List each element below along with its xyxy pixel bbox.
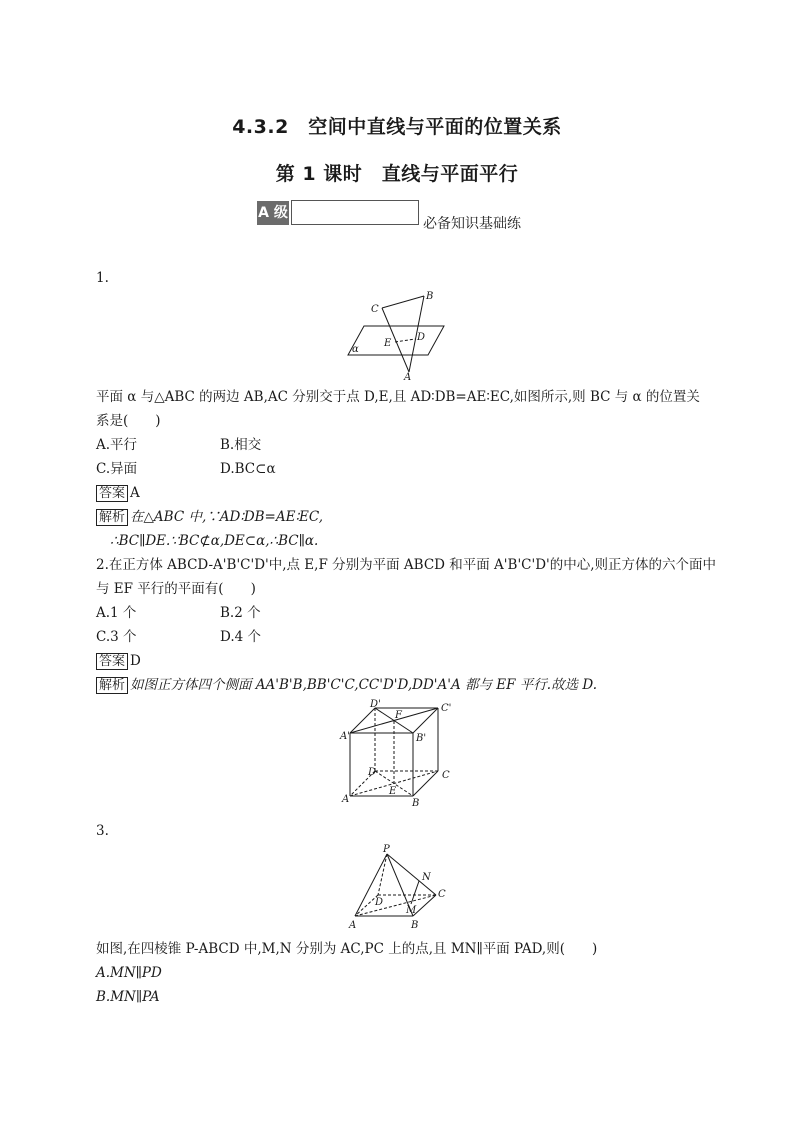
page-title: 4.3.2 空间中直线与平面的位置关系 xyxy=(232,116,562,138)
q2-option-c: C.3 个 xyxy=(96,629,137,645)
label-f: F xyxy=(395,710,402,721)
analysis-tag: 解析 xyxy=(96,677,128,694)
q1-analysis-line1: 在△ABC 中,∵AD∶DB=AE∶EC, xyxy=(130,509,323,525)
label-c: C xyxy=(371,304,379,315)
q2-answer xyxy=(96,653,141,670)
label-e: E xyxy=(389,786,397,797)
label-a: A xyxy=(349,920,357,931)
answer-tag: 答案 xyxy=(96,653,128,670)
q1-answer-value: A xyxy=(130,485,140,501)
q2-stem-line1: 2.在正方体 ABCD-A'B'C'D'中,点 E,F 分别为平面 ABCD 和平面 A'B'C'D'的中心,则正方体的六个面中 xyxy=(96,557,717,573)
q2-analysis-line1: 如图正方体四个侧面 AA'B'B,BB'C'C,CC'D'D,DD'A'A 都与 EF 平行.故选 D. xyxy=(130,677,598,693)
label-a: A xyxy=(404,372,412,382)
q1-options-row2 xyxy=(96,461,276,477)
label-alpha: α xyxy=(352,344,359,355)
label-n: N xyxy=(422,872,431,883)
level-blank-box xyxy=(291,200,419,225)
label-b: B xyxy=(412,798,420,809)
q3-option-b: B.MN∥PA xyxy=(96,989,160,1005)
q2-cube-figure xyxy=(338,699,458,809)
q1-option-a: A.平行 xyxy=(96,437,138,453)
edge-pd xyxy=(378,854,387,895)
q2-option-b: B.2 个 xyxy=(220,605,261,621)
q2-option-d: D.4 个 xyxy=(220,629,262,645)
analysis-tag: 解析 xyxy=(96,509,128,526)
q2-stem-line2: 与 EF 平行的平面有( ) xyxy=(96,581,256,597)
diagonal-d1b1 xyxy=(375,708,413,733)
q1-figure xyxy=(340,286,450,382)
label-a1: A' xyxy=(340,731,350,742)
q1-option-c: C.异面 xyxy=(96,461,138,477)
q1-stem-line1: 平面 α 与△ABC 的两边 AB,AC 分别交于点 D,E,且 AD∶DB=AE∶EC,如图所示,则 BC 与 α 的位置关 xyxy=(96,389,700,405)
level-label: 必备知识基础练 xyxy=(423,216,521,232)
q2-options-row1 xyxy=(96,605,261,621)
label-c: C xyxy=(442,770,450,781)
label-c1: C' xyxy=(441,703,452,714)
label-b: B xyxy=(411,920,419,931)
q2-analysis xyxy=(96,677,597,694)
answer-tag: 答案 xyxy=(96,485,128,502)
q1-answer xyxy=(96,485,140,502)
lesson-subtitle: 第 1 课时 直线与平面平行 xyxy=(275,163,519,185)
label-c: C xyxy=(438,889,446,900)
q1-analysis-line2: ∴BC∥DE.∵BC⊄α,DE⊂α,∴BC∥α. xyxy=(110,533,319,549)
q2-options-row2 xyxy=(96,629,261,645)
label-m: M xyxy=(406,905,417,916)
label-b1: B' xyxy=(416,733,427,744)
q1-analysis xyxy=(96,509,323,526)
label-e: E xyxy=(384,338,392,349)
label-p: P xyxy=(383,844,390,855)
q3-option-a: A.MN∥PD xyxy=(96,965,162,981)
q1-stem-line2: 系是( ) xyxy=(96,413,161,429)
q3-number: 3. xyxy=(96,823,109,839)
label-d: D xyxy=(417,332,426,343)
level-badge: A 级 xyxy=(257,201,289,225)
edge-bc xyxy=(413,771,438,796)
label-a: A xyxy=(342,794,350,805)
q1-number: 1. xyxy=(96,270,109,286)
label-b: B xyxy=(426,291,434,302)
label-d: D xyxy=(375,897,384,908)
q1-option-d: D.BC⊂α xyxy=(220,461,276,477)
q1-option-b: B.相交 xyxy=(220,437,262,453)
q1-options-row1 xyxy=(96,437,261,453)
q2-answer-value: D xyxy=(130,653,141,669)
q3-pyramid-figure xyxy=(343,842,453,932)
q2-option-a: A.1 个 xyxy=(96,605,137,621)
segment-de xyxy=(395,339,415,342)
segment-cb xyxy=(382,296,424,308)
label-d1: D' xyxy=(370,699,381,710)
q3-stem-line1: 如图,在四棱锥 P-ABCD 中,M,N 分别为 AC,PC 上的点,且 MN∥平面 PAD,则( ) xyxy=(96,941,598,957)
label-d: D xyxy=(368,767,377,778)
